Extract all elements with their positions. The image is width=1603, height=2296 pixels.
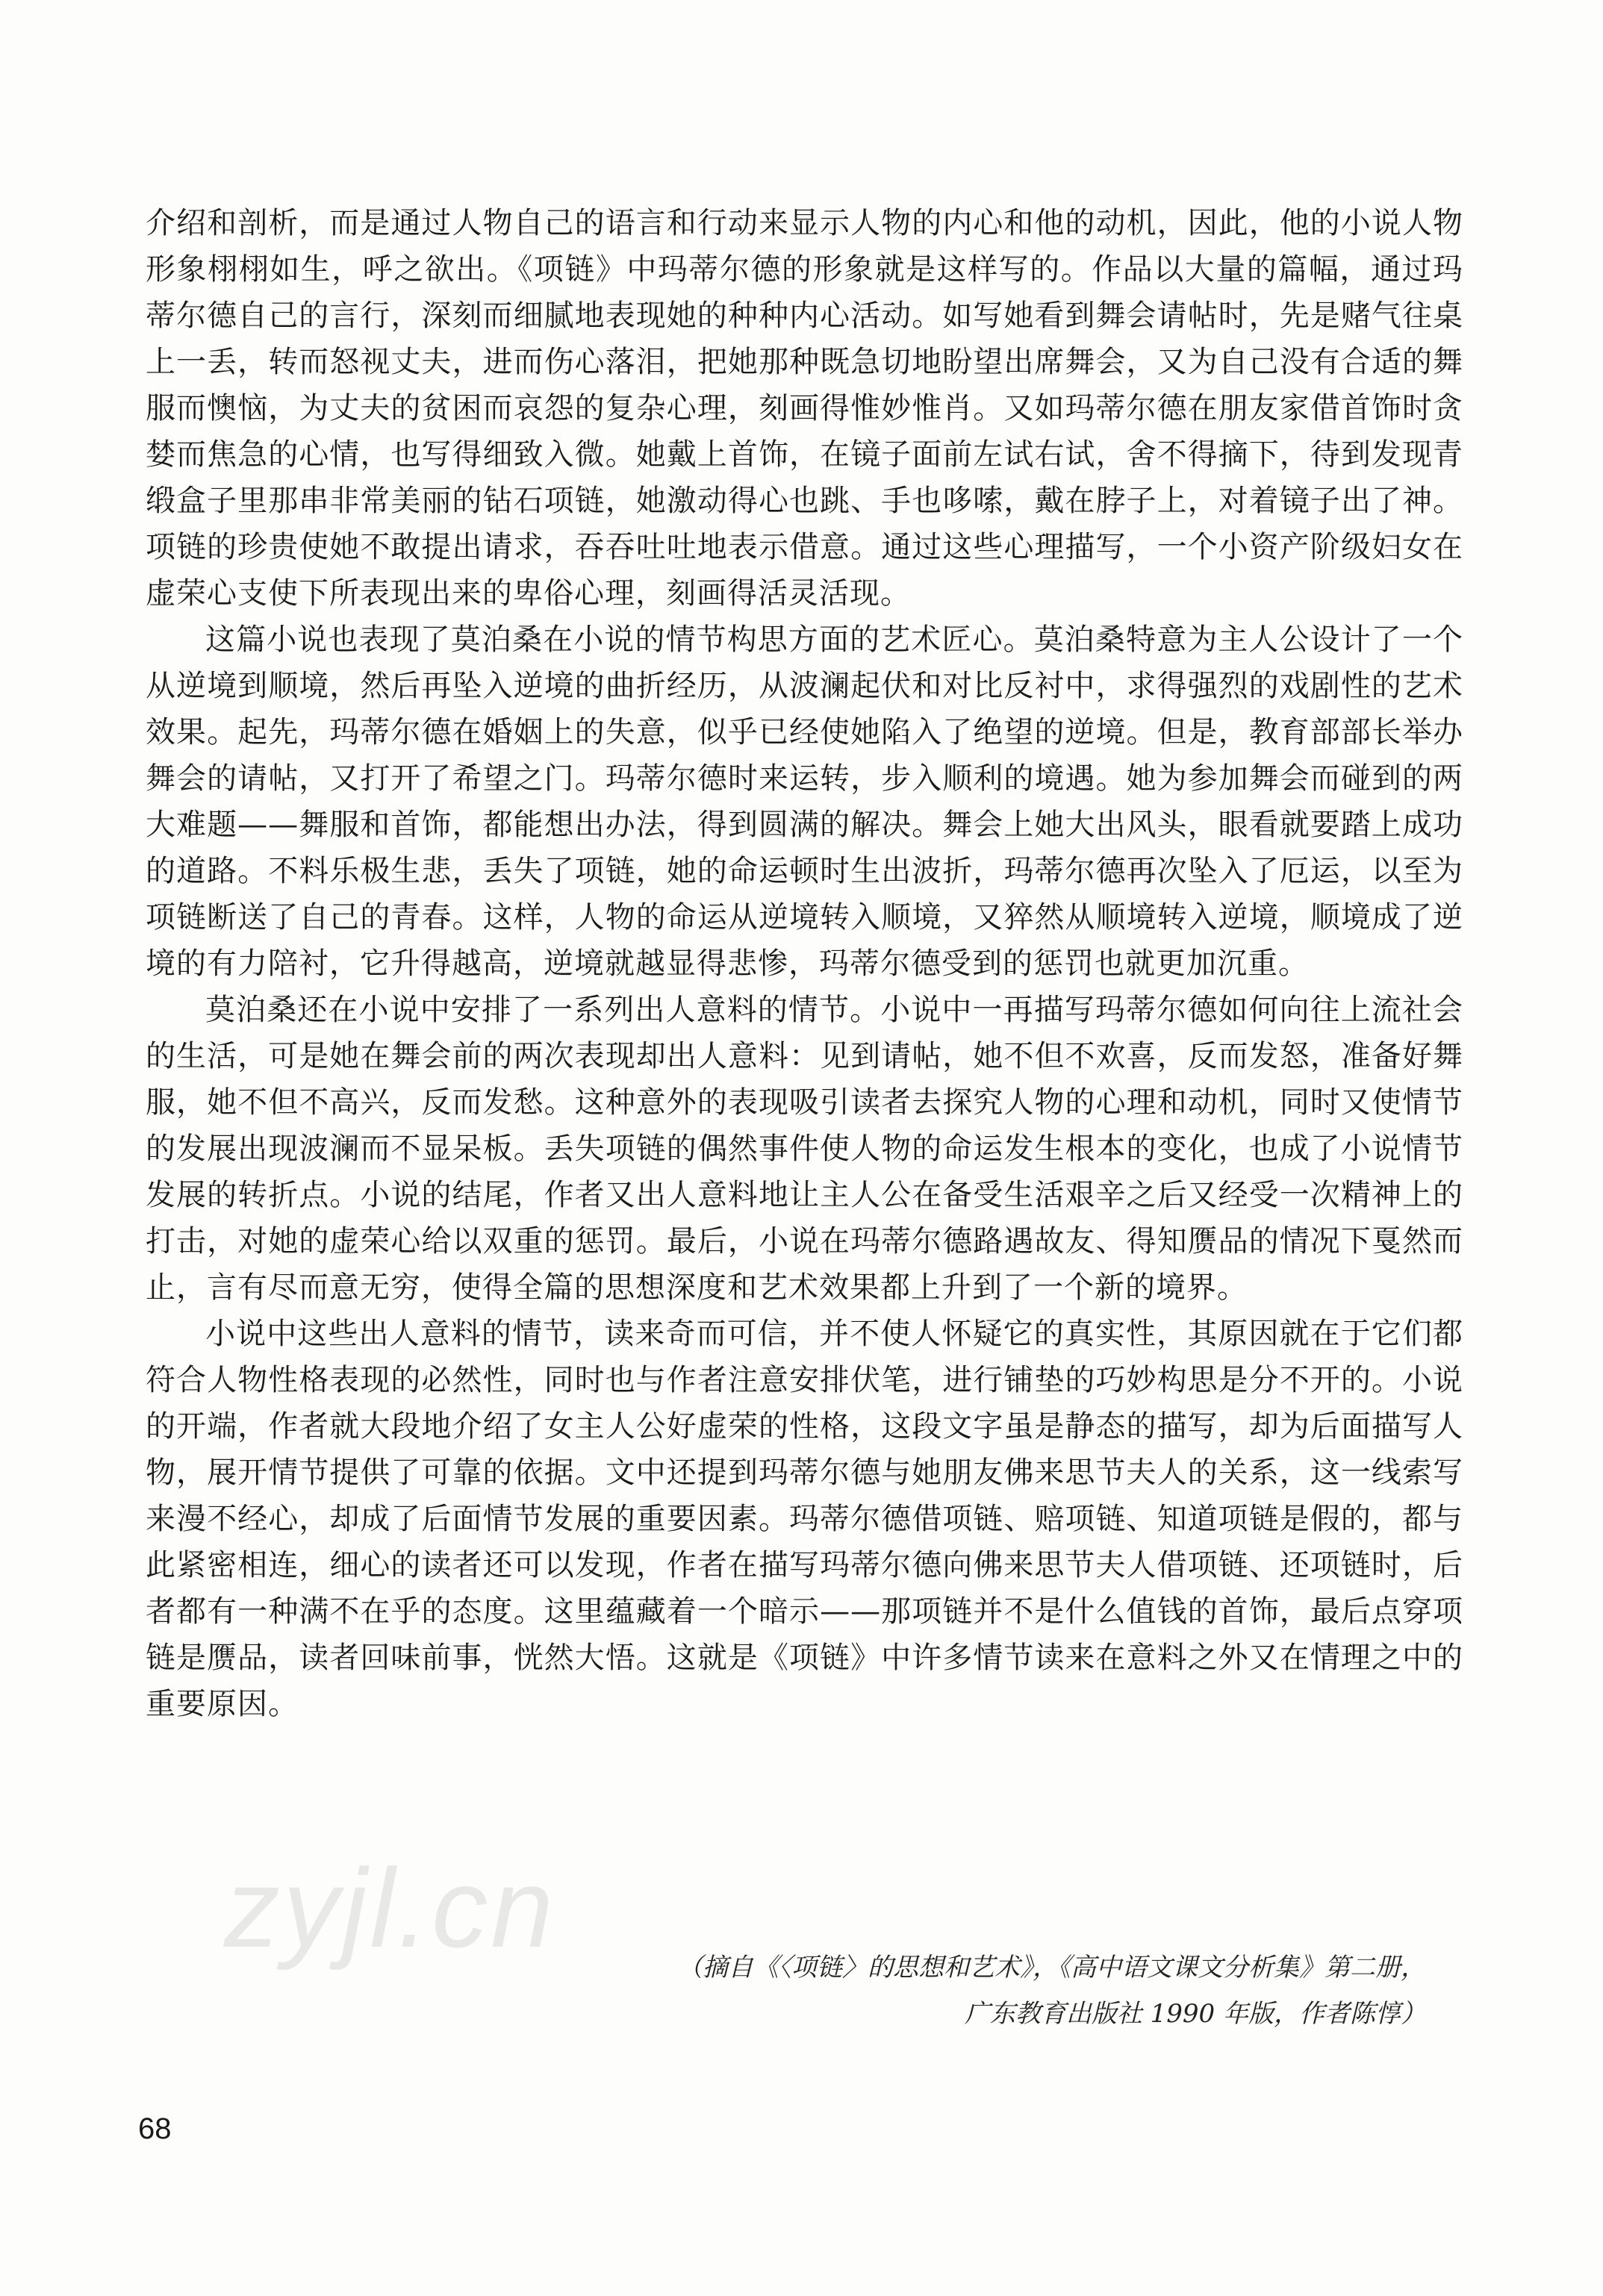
citation-line-1: （摘自《〈项链〉的思想和艺术》，《高中语文课文分析集》第二册，	[677, 1953, 1426, 1983]
page-number: 68	[138, 2112, 172, 2145]
paragraph-3: 莫泊桑还在小说中安排了一系列出人意料的情节。小说中一再描写玛蒂尔德如何向往上流社会的生活，可是她在舞会前的两次表现却出人意料：见到请帖，她不但不欢喜，反而发怒，准备好舞服，她不但不高兴，反而发愁。这种意外的表现吸引读者去探究人物的心理和动机，同时又使情节的发展出现波澜而不显呆板。丢失项链的偶然事件使人物的命运发生根本的变化，也成了小说情节发展的转折点。小说的结尾，作者又出人意料地让主人公在备受生活艰辛之后又经受一次精神上的打击，对她的虚荣心给以双重的惩罚。最后，小说在玛蒂尔德路遇故友、得知赝品的情况下戛然而止，言有尽而意无穷，使得全篇的思想深度和艺术效果都上升到了一个新的境界。	[146, 993, 1463, 1305]
paragraph-2: 这篇小说也表现了莫泊桑在小说的情节构思方面的艺术匠心。莫泊桑特意为主人公设计了一个从逆境到顺境，然后再坠入逆境的曲折经历，从波澜起伏和对比反衬中，求得强烈的戏剧性的艺术效果。起先，玛蒂尔德在婚姻上的失意，似乎已经使她陷入了绝望的逆境。但是，教育部部长举办舞会的请帖，又打开了希望之门。玛蒂尔德时来运转，步入顺利的境遇。她为参加舞会而碰到的两大难题——舞服和首饰，都能想出办法，得到圆满的解决。舞会上她大出风头，眼看就要踏上成功的道路。不料乐极生悲，丢失了项链，她的命运顿时生出波折，玛蒂尔德再次坠入了厄运，以至为项链断送了自己的青春。这样，人物的命运从逆境转入顺境，又猝然从顺境转入逆境，顺境成了逆境的有力陪衬，它升得越高，逆境就越显得悲惨，玛蒂尔德受到的惩罚也就更加沉重。	[146, 623, 1463, 981]
paragraph-4: 小说中这些出人意料的情节，读来奇而可信，并不使人怀疑它的真实性，其原因就在于它们都符合人物性格表现的必然性，同时也与作者注意安排伏笔，进行铺垫的巧妙构思是分不开的。小说的开端，作者就大段地介绍了女主人公好虚荣的性格，这段文字虽是静态的描写，却为后面描写人物，展开情节提供了可靠的依据。文中还提到玛蒂尔德与她朋友佛来思节夫人的关系，这一线索写来漫不经心，却成了后面情节发展的重要因素。玛蒂尔德借项链、赔项链、知道项链是假的，都与此紧密相连，细心的读者还可以发现，作者在描写玛蒂尔德向佛来思节夫人借项链、还项链时，后者都有一种满不在乎的态度。这里蕴藏着一个暗示——那项链并不是什么值钱的首饰，最后点穿项链是赝品，读者回味前事，恍然大悟。这就是《项链》中许多情节读来在意料之外又在情理之中的重要原因。	[146, 1317, 1463, 1721]
body-text	[146, 200, 1463, 1727]
paragraph-1: 介绍和剖析，而是通过人物自己的语言和行动来显示人物的内心和他的动机，因此，他的小说人物形象栩栩如生，呼之欲出。《项链》中玛蒂尔德的形象就是这样写的。作品以大量的篇幅，通过玛蒂尔德自己的言行，深刻而细腻地表现她的种种内心活动。如写她看到舞会请帖时，先是赌气往桌上一丢，转而怒视丈夫，进而伤心落泪，把她那种既急切地盼望出席舞会，又为自己没有合适的舞服而懊恼，为丈夫的贫困而哀怨的复杂心理，刻画得惟妙惟肖。又如玛蒂尔德在朋友家借首饰时贪婪而焦急的心情，也写得细致入微。她戴上首饰，在镜子面前左试右试，舍不得摘下，待到发现青缎盒子里那串非常美丽的钻石项链，她激动得心也跳、手也哆嗦，戴在脖子上，对着镜子出了神。项链的珍贵使她不敢提出请求，吞吞吐吐地表示借意。通过这些心理描写，一个小资产阶级妇女在虚荣心支使下所表现出来的卑俗心理，刻画得活灵活现。	[146, 206, 1463, 611]
watermark: zyjl.cn	[224, 1845, 556, 1971]
citation-line-2: 广东教育出版社 1990 年版，作者陈惇）	[964, 1999, 1426, 2029]
source-citation	[567, 1944, 1426, 2037]
